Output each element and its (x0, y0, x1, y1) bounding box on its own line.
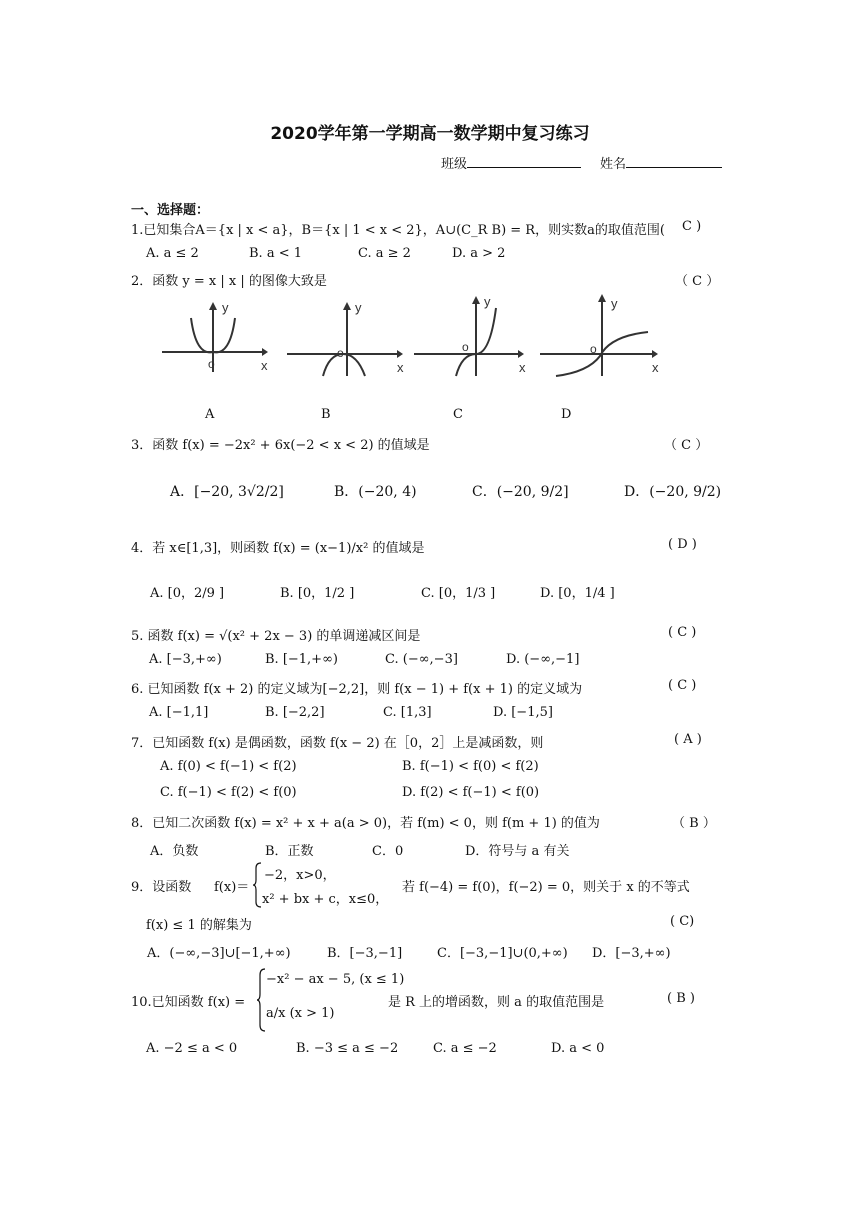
q10-piece-2: a/x (x > 1) (266, 1006, 335, 1021)
q9-stem-suffix: 若 f(−4) = f(0)，f(−2) = 0，则关于 x 的不等式 (402, 880, 690, 895)
q9-option-b: B．[−3,−1] (327, 946, 403, 961)
q4-option-d: D. [0，1/4 ] (540, 586, 615, 601)
graph-d-x-label: x (652, 360, 659, 375)
q7-option-b: B. f(−1) < f(0) < f(2) (402, 759, 539, 774)
graph-b-label: B (321, 407, 331, 422)
q10-answer: ( B ) (667, 991, 695, 1006)
q6-option-c: C. [1,3] (383, 705, 432, 720)
q7-option-c: C. f(−1) < f(2) < f(0) (160, 785, 297, 800)
q3-answer: （ C ） (664, 438, 709, 453)
graph-c-label: C (453, 407, 463, 422)
q9-option-a: A．(−∞,−3]∪[−1,+∞) (147, 946, 291, 961)
q10-piece-1: −x² − ax − 5, (x ≤ 1) (266, 972, 405, 987)
q2-stem: 2．函数 y = x | x | 的图像大致是 (131, 274, 327, 289)
q3-stem: 3．函数 f(x) = −2x² + 6x(−2 < x < 2) 的值域是 (131, 438, 430, 453)
q10-option-a: A. −2 ≤ a < 0 (146, 1041, 238, 1056)
class-label: 班级 (441, 157, 468, 172)
class-blank (467, 155, 581, 168)
q3-option-c: C．(−20, 9/2] (472, 484, 569, 500)
graph-a (158, 296, 278, 378)
q5-option-d: D. (−∞,−1] (506, 652, 580, 667)
q4-stem: 4．若 x∈[1,3]，则函数 f(x) = (x−1)/x² 的值域是 (131, 541, 425, 556)
q1-option-a: A. a ≤ 2 (146, 246, 199, 261)
q5-option-b: B. [−1,+∞) (265, 652, 338, 667)
graph-d-y-label: y (611, 296, 618, 311)
page-title: 2020学年第一学期高一数学期中复习练习 (270, 124, 590, 144)
name-label: 姓名 (600, 157, 627, 172)
q8-stem: 8．已知二次函数 f(x) = x² + x + a(a > 0)，若 f(m) < 0，则 f(m + 1) 的值为 (131, 816, 600, 831)
q1-option-b: B. a < 1 (249, 246, 302, 261)
graph-c (412, 290, 534, 378)
graph-d (538, 292, 666, 380)
q8-answer: （ B ） (672, 816, 716, 831)
q3-option-d: D．(−20, 9/2) (624, 484, 722, 500)
q4-answer: ( D ) (668, 537, 697, 552)
q10-option-c: C. a ≤ −2 (433, 1041, 497, 1056)
q10-option-b: B. −3 ≤ a ≤ −2 (296, 1041, 399, 1056)
q9-func-name: f(x)＝ (214, 880, 250, 895)
q9-brace (252, 862, 262, 908)
q9-stem-line2: f(x) ≤ 1 的解集为 (146, 918, 252, 933)
graph-a-y-label: y (222, 300, 229, 315)
q5-option-a: A. [−3,+∞) (149, 652, 222, 667)
q1-answer: C ) (682, 219, 702, 234)
q3-option-b: B．(−20, 4) (334, 484, 417, 500)
graph-b-curve (323, 354, 365, 376)
graph-d-origin-label: o (590, 342, 597, 356)
q10-option-d: D. a < 0 (551, 1041, 605, 1056)
q7-stem: 7．已知函数 f(x) 是偶函数，函数 f(x − 2) 在［0，2］上是减函数，则 (131, 736, 544, 751)
q5-stem: 5. 函数 f(x) = √(x² + 2x − 3) 的单调递减区间是 (131, 629, 421, 644)
q9-answer: ( C) (670, 914, 695, 929)
q7-answer: ( A ) (674, 732, 702, 747)
graph-c-y-label: y (484, 294, 491, 309)
q5-option-c: C. (−∞,−3] (385, 652, 458, 667)
q4-option-a: A. [0，2/9 ] (150, 586, 225, 601)
q10-stem-suffix: 是 R 上的增函数，则 a 的取值范围是 (388, 995, 605, 1010)
graph-a-origin-label: o (208, 357, 215, 371)
q1-option-d: D. a > 2 (452, 246, 506, 261)
q9-piece-2: x² + bx + c，x≤0， (262, 892, 389, 907)
q10-stem-prefix: 10.已知函数 f(x) = (131, 995, 246, 1010)
q2-answer: （ C ） (675, 274, 720, 289)
q6-option-b: B. [−2,2] (265, 705, 325, 720)
q7-option-a: A. f(0) < f(−1) < f(2) (160, 759, 297, 774)
class-field (441, 153, 581, 172)
q6-option-d: D. [−1,5] (493, 705, 553, 720)
graph-a-x-label: x (261, 358, 268, 373)
q1-option-c: C. a ≥ 2 (358, 246, 411, 261)
q8-option-a: A．负数 (150, 844, 199, 859)
q9-piece-1: −2，x>0， (264, 868, 336, 883)
q10-brace (256, 968, 266, 1032)
graph-d-label: D (561, 407, 572, 422)
q1-stem: 1.已知集合A＝{x | x < a}，B＝{x | 1 < x < 2}，A∪(C_R B) = R，则实数a的取值范围( (131, 223, 665, 238)
graph-c-origin-label: o (462, 340, 469, 354)
q8-option-b: B．正数 (265, 844, 314, 859)
q4-option-c: C. [0，1/3 ] (421, 586, 496, 601)
q3-option-a: A．[−20, 3√2/2] (170, 484, 284, 500)
q6-option-a: A. [−1,1] (149, 705, 209, 720)
q6-stem: 6. 已知函数 f(x + 2) 的定义域为[−2,2]，则 f(x − 1) + f(x + 1) 的定义域为 (131, 682, 583, 697)
q7-option-d: D. f(2) < f(−1) < f(0) (402, 785, 540, 800)
graph-b (285, 296, 413, 378)
q4-option-b: B. [0，1/2 ] (280, 586, 355, 601)
section-heading: 一、选择题： (131, 203, 210, 218)
graph-b-x-label: x (397, 360, 404, 375)
graph-b-origin-label: o (337, 346, 344, 360)
q9-stem-prefix: 9．设函数 (131, 880, 192, 895)
name-field (600, 153, 722, 172)
q9-option-c: C．[−3,−1]∪(0,+∞) (437, 946, 568, 961)
q8-option-d: D．符号与 a 有关 (465, 844, 570, 859)
q6-answer: ( C ) (668, 678, 697, 693)
graph-c-x-label: x (519, 360, 526, 375)
name-blank (626, 155, 722, 168)
graph-a-label: A (205, 407, 215, 422)
graph-b-y-label: y (355, 300, 362, 315)
q9-option-d: D．[−3,+∞) (592, 946, 671, 961)
q8-option-c: C．0 (372, 844, 404, 859)
q5-answer: ( C ) (668, 625, 697, 640)
